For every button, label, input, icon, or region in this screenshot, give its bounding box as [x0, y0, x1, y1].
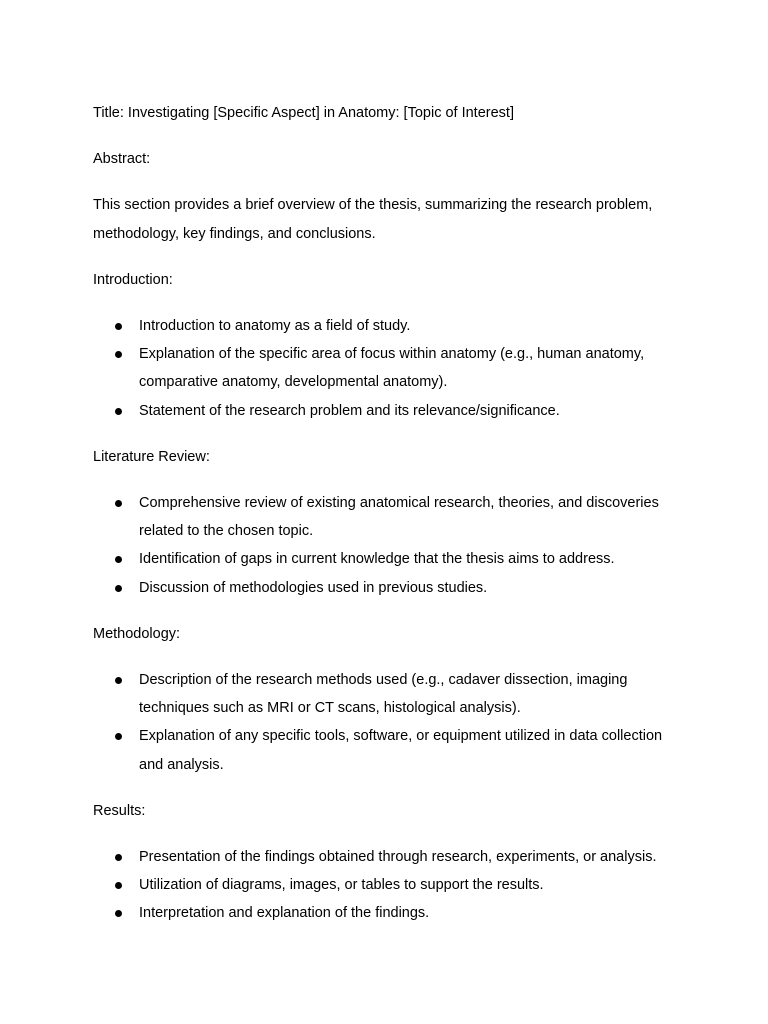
list-item-text: Discussion of methodologies used in previous studies.: [139, 579, 488, 596]
bullet-icon: [115, 556, 122, 563]
list-item: [93, 871, 673, 899]
results-list: [93, 843, 673, 928]
list-item-text: Description of the research methods used (e.g., cadaver dissection, imaging techniques such as MRI or CT scans, histological analysis).: [139, 672, 628, 717]
list-item-text: Interpretation and explanation of the findings.: [139, 905, 430, 922]
section-heading-literature-review: Literature Review:: [93, 448, 210, 465]
list-item: [93, 397, 673, 425]
bullet-icon: [115, 408, 122, 415]
bullet-icon: [115, 733, 122, 740]
bullet-icon: [115, 500, 122, 507]
list-item: [93, 574, 673, 602]
list-item-text: Comprehensive review of existing anatomical research, theories, and discoveries related to the chosen topic.: [139, 495, 659, 540]
introduction-list: [93, 312, 673, 425]
literature-review-list: [93, 489, 673, 602]
bullet-icon: [115, 910, 122, 917]
list-item: [93, 899, 673, 927]
abstract-text: This section provides a brief overview of the thesis, summarizing the research problem, methodology, key findings, and conclusions.: [93, 197, 653, 242]
bullet-icon: [115, 585, 122, 592]
list-item: [93, 340, 673, 396]
document-title: Title: Investigating [Specific Aspect] in Anatomy: [Topic of Interest]: [93, 105, 514, 121]
section-heading-results: Results:: [93, 802, 146, 819]
list-item-text: Utilization of diagrams, images, or tables to support the results.: [139, 877, 544, 894]
list-item-text: Identification of gaps in current knowledge that the thesis aims to address.: [139, 551, 615, 568]
bullet-icon: [115, 854, 122, 861]
list-item-text: Presentation of the findings obtained through research, experiments, or analysis.: [139, 849, 657, 866]
list-item-text: Explanation of any specific tools, software, or equipment utilized in data collection and analysis.: [139, 728, 663, 773]
section-heading-methodology: Methodology:: [93, 625, 181, 642]
list-item-text: Explanation of the specific area of focus within anatomy (e.g., human anatomy, comparative anatomy, developmental anatomy).: [139, 346, 645, 391]
list-item: [93, 489, 673, 545]
bullet-icon: [115, 882, 122, 889]
list-item: [93, 722, 673, 778]
bullet-icon: [115, 677, 122, 684]
list-item: [93, 312, 673, 340]
abstract-heading: Abstract:: [93, 151, 151, 168]
document-page: [93, 99, 673, 928]
list-item-text: Introduction to anatomy as a field of study.: [139, 318, 411, 335]
list-item: [93, 843, 673, 871]
bullet-icon: [115, 351, 122, 358]
methodology-list: [93, 666, 673, 779]
list-item: [93, 666, 673, 722]
list-item: [93, 545, 673, 573]
section-heading-introduction: Introduction:: [93, 271, 173, 288]
bullet-icon: [115, 323, 122, 330]
list-item-text: Statement of the research problem and its relevance/significance.: [139, 402, 560, 419]
